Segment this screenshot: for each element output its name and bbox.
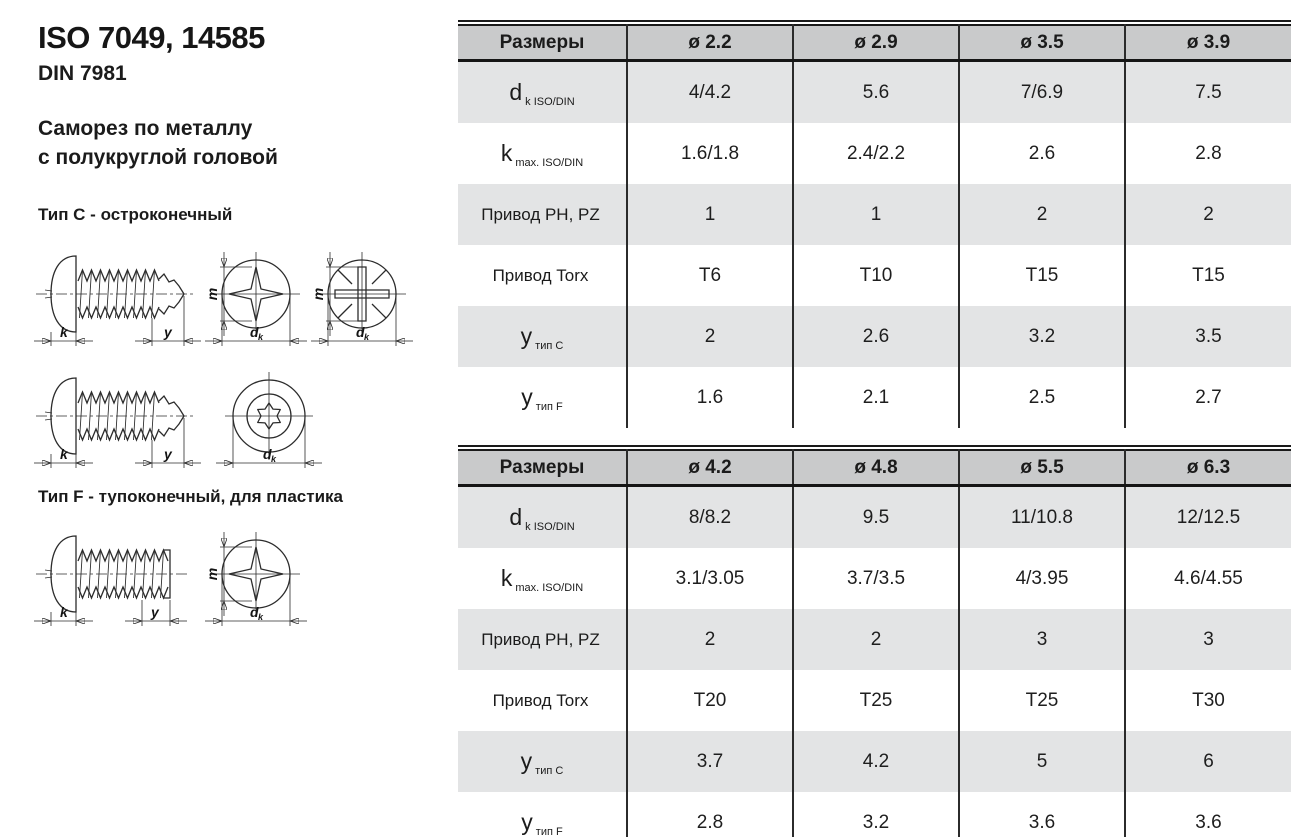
row-label: y $_{тип C}$ xyxy=(458,731,627,792)
cell: 12/12.5 xyxy=(1125,486,1291,549)
screw-side-view xyxy=(34,378,201,468)
dim-label-d-sub-k: k xyxy=(364,332,370,342)
row-label: y $_{тип F}$ xyxy=(458,367,627,428)
row-label: k $_{max. ISO/DIN}$ xyxy=(458,123,627,184)
cell: 4/4.2 xyxy=(627,61,793,124)
row-label: Привод Torx xyxy=(458,245,627,306)
dim-label-d-sub-k: k xyxy=(258,612,264,622)
spec-table xyxy=(458,24,1291,428)
cell: 7/6.9 xyxy=(959,61,1125,124)
cell: 3.6 xyxy=(1125,792,1291,837)
type-c-torx-drawing xyxy=(24,356,444,476)
cell: 8/8.2 xyxy=(627,486,793,549)
description-line-1: Саморез по металлу xyxy=(38,117,253,140)
table-row-y-type-f xyxy=(458,792,1291,837)
cell: 2.4/2.2 xyxy=(793,123,959,184)
row-label: k $_{max. ISO/DIN}$ xyxy=(458,548,627,609)
cell: T10 xyxy=(793,245,959,306)
dim-label-k: k xyxy=(60,604,68,620)
col-header-diameter: ø 2.2 xyxy=(627,25,793,61)
dim-label-d: d xyxy=(356,324,365,340)
dim-label-d: d xyxy=(250,604,259,620)
cell: 1.6 xyxy=(627,367,793,428)
row-label: d $_{k ISO/DIN}$ xyxy=(458,486,627,549)
pz-recess-top-view xyxy=(310,252,413,346)
dim-label-k: k xyxy=(60,324,68,340)
type-c-ph-pz-drawing xyxy=(24,234,444,354)
cell: 2 xyxy=(959,184,1125,245)
cell: 3 xyxy=(1125,609,1291,670)
cell: T25 xyxy=(959,670,1125,731)
torx-recess-top-view xyxy=(216,372,322,468)
dim-label-d-sub-k: k xyxy=(271,454,277,464)
type-c-heading: Тип C - остроконечный xyxy=(38,205,233,224)
col-header-sizes: Размеры xyxy=(458,25,627,61)
cell: 2.5 xyxy=(959,367,1125,428)
spec-table-large-diameters xyxy=(458,445,1291,837)
row-label: Привод PH, PZ xyxy=(458,184,627,245)
cell: 9.5 xyxy=(793,486,959,549)
table-row-kmax xyxy=(458,123,1291,184)
col-header-diameter: ø 2.9 xyxy=(793,25,959,61)
col-header-diameter: ø 6.3 xyxy=(1125,450,1291,486)
dim-label-y: y xyxy=(164,446,172,462)
din-standard: DIN 7981 xyxy=(38,62,127,85)
table-row-drive-ph-pz xyxy=(458,609,1291,670)
cell: 1 xyxy=(627,184,793,245)
dim-label-k: k xyxy=(60,446,68,462)
cell: 2.8 xyxy=(627,792,793,837)
col-header-diameter: ø 4.2 xyxy=(627,450,793,486)
cell: 3.2 xyxy=(793,792,959,837)
row-label: y $_{тип C}$ xyxy=(458,306,627,367)
dim-label-m: m xyxy=(204,287,220,301)
table-row-y-type-f xyxy=(458,367,1291,428)
col-header-diameter: ø 4.8 xyxy=(793,450,959,486)
cell: T15 xyxy=(959,245,1125,306)
dim-label-d: d xyxy=(250,324,259,340)
table-row-dk xyxy=(458,61,1291,124)
cell: T25 xyxy=(793,670,959,731)
cell: 6 xyxy=(1125,731,1291,792)
dim-label-m: m xyxy=(310,287,326,301)
col-header-diameter: ø 3.5 xyxy=(959,25,1125,61)
ph-recess-top-view xyxy=(204,532,307,626)
spec-table-small-diameters xyxy=(458,20,1291,428)
cell: 3.1/3.05 xyxy=(627,548,793,609)
description-line-2: с полукруглой головой xyxy=(38,146,278,169)
row-label: Привод Torx xyxy=(458,670,627,731)
col-header-sizes: Размеры xyxy=(458,450,627,486)
page-title: ISO 7049, 14585 xyxy=(38,20,265,55)
dim-label-y: y xyxy=(151,604,159,620)
table-row-y-type-c xyxy=(458,731,1291,792)
col-header-diameter: ø 5.5 xyxy=(959,450,1125,486)
blunt-screw-side-view xyxy=(34,536,190,626)
cell: T15 xyxy=(1125,245,1291,306)
cell: 7.5 xyxy=(1125,61,1291,124)
cell: 2.8 xyxy=(1125,123,1291,184)
cell: 4/3.95 xyxy=(959,548,1125,609)
cell: 11/10.8 xyxy=(959,486,1125,549)
table-header-row xyxy=(458,25,1291,61)
cell: 3.7 xyxy=(627,731,793,792)
cell: 4.6/4.55 xyxy=(1125,548,1291,609)
cell: 3.2 xyxy=(959,306,1125,367)
table-header-row xyxy=(458,450,1291,486)
row-label: y $_{тип F}$ xyxy=(458,792,627,837)
cell: 5 xyxy=(959,731,1125,792)
cell: T6 xyxy=(627,245,793,306)
type-f-heading: Тип F - тупоконечный, для пластика xyxy=(38,487,343,506)
cell: 2 xyxy=(1125,184,1291,245)
dim-label-y: y xyxy=(164,324,172,340)
cell: 3.7/3.5 xyxy=(793,548,959,609)
table-row-kmax xyxy=(458,548,1291,609)
table-row-drive-ph-pz xyxy=(458,184,1291,245)
ph-recess-top-view xyxy=(204,252,307,346)
table-row-dk xyxy=(458,486,1291,549)
table-row-y-type-c xyxy=(458,306,1291,367)
cell: 1.6/1.8 xyxy=(627,123,793,184)
dim-label-d-sub-k: k xyxy=(258,332,264,342)
table-row-drive-torx xyxy=(458,670,1291,731)
cell: 1 xyxy=(793,184,959,245)
dim-label-d: d xyxy=(263,446,272,462)
cell: 2.7 xyxy=(1125,367,1291,428)
product-description xyxy=(38,114,278,172)
cell: 2.6 xyxy=(959,123,1125,184)
cell: 2 xyxy=(793,609,959,670)
cell: 4.2 xyxy=(793,731,959,792)
cell: 2.6 xyxy=(793,306,959,367)
dim-label-m: m xyxy=(204,567,220,581)
table-row-drive-torx xyxy=(458,245,1291,306)
row-label: Привод PH, PZ xyxy=(458,609,627,670)
cell: 5.6 xyxy=(793,61,959,124)
cell: 2 xyxy=(627,306,793,367)
spec-table xyxy=(458,449,1291,837)
cell: T20 xyxy=(627,670,793,731)
cell: 2 xyxy=(627,609,793,670)
screw-side-view xyxy=(34,256,201,346)
cell: T30 xyxy=(1125,670,1291,731)
col-header-diameter: ø 3.9 xyxy=(1125,25,1291,61)
cell: 3 xyxy=(959,609,1125,670)
cell: 3.5 xyxy=(1125,306,1291,367)
spec-tables xyxy=(458,20,1291,837)
cell: 3.6 xyxy=(959,792,1125,837)
row-label: d $_{k ISO/DIN}$ xyxy=(458,61,627,124)
type-f-ph-drawing xyxy=(24,514,444,634)
cell: 2.1 xyxy=(793,367,959,428)
